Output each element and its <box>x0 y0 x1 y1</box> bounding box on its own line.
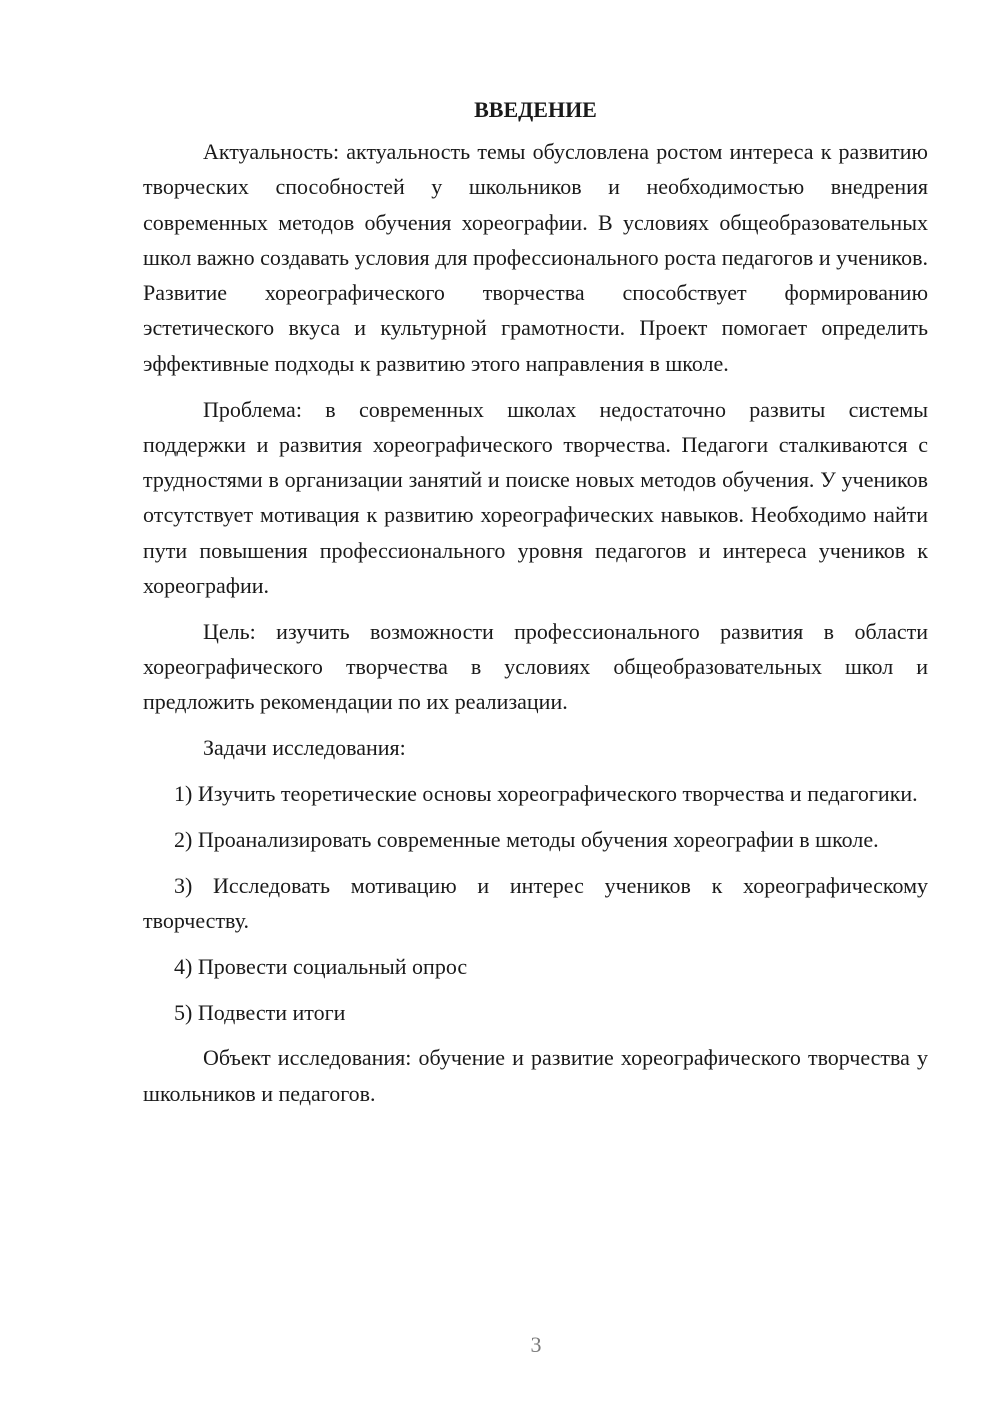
page-title: ВВЕДЕНИЕ <box>474 97 597 122</box>
page-number: 3 <box>530 1332 542 1357</box>
relevance-paragraph: Актуальность: актуальность темы обусловлена ростом интереса к развитию творческих способностей у школьников и необходимостью внедрения современных методов обучения хореографии. В условиях общеобразовательных школ важно создавать условия для профессионального роста педагогов и учеников. Развитие хореографического творчества способствует формированию эстетического вкуса и культурной грамотности. Проект помогает определить эффективные подходы к развитию этого направления в школе. <box>143 139 928 376</box>
task-item-1: 1) Изучить теоретические основы хореографического творчества и педагогики. <box>174 781 918 807</box>
tasks-heading: Задачи исследования: <box>203 735 406 761</box>
problem-paragraph: Проблема: в современных школах недостаточно развиты системы поддержки и развития хореографического творчества. Педагоги сталкиваются с трудностями в организации занятий и поиске новых методов обучения. У учеников отсутствует мотивация к развитию хореографических навыков. Необходимо найти пути повышения профессионального уровня педагогов и интереса учеников к хореографии. <box>143 396 928 599</box>
task-item-2: 2) Проанализировать современные методы обучения хореографии в школе. <box>174 826 879 852</box>
task-item-5: 5) Подвести итоги <box>174 999 346 1025</box>
goal-paragraph: Цель: изучить возможности профессионального развития в области хореографического творчества в условиях общеобразовательных школ и предложить рекомендации по их реализации. <box>143 618 928 715</box>
task-item-3: 3) Исследовать мотивацию и интерес учеников к хореографическому творчеству. <box>143 872 928 933</box>
task-item-4: 4) Провести социальный опрос <box>174 953 468 979</box>
document-page <box>143 94 928 1121</box>
object-paragraph: Объект исследования: обучение и развитие хореографического творчества у школьников и педагогов. <box>143 1045 928 1106</box>
